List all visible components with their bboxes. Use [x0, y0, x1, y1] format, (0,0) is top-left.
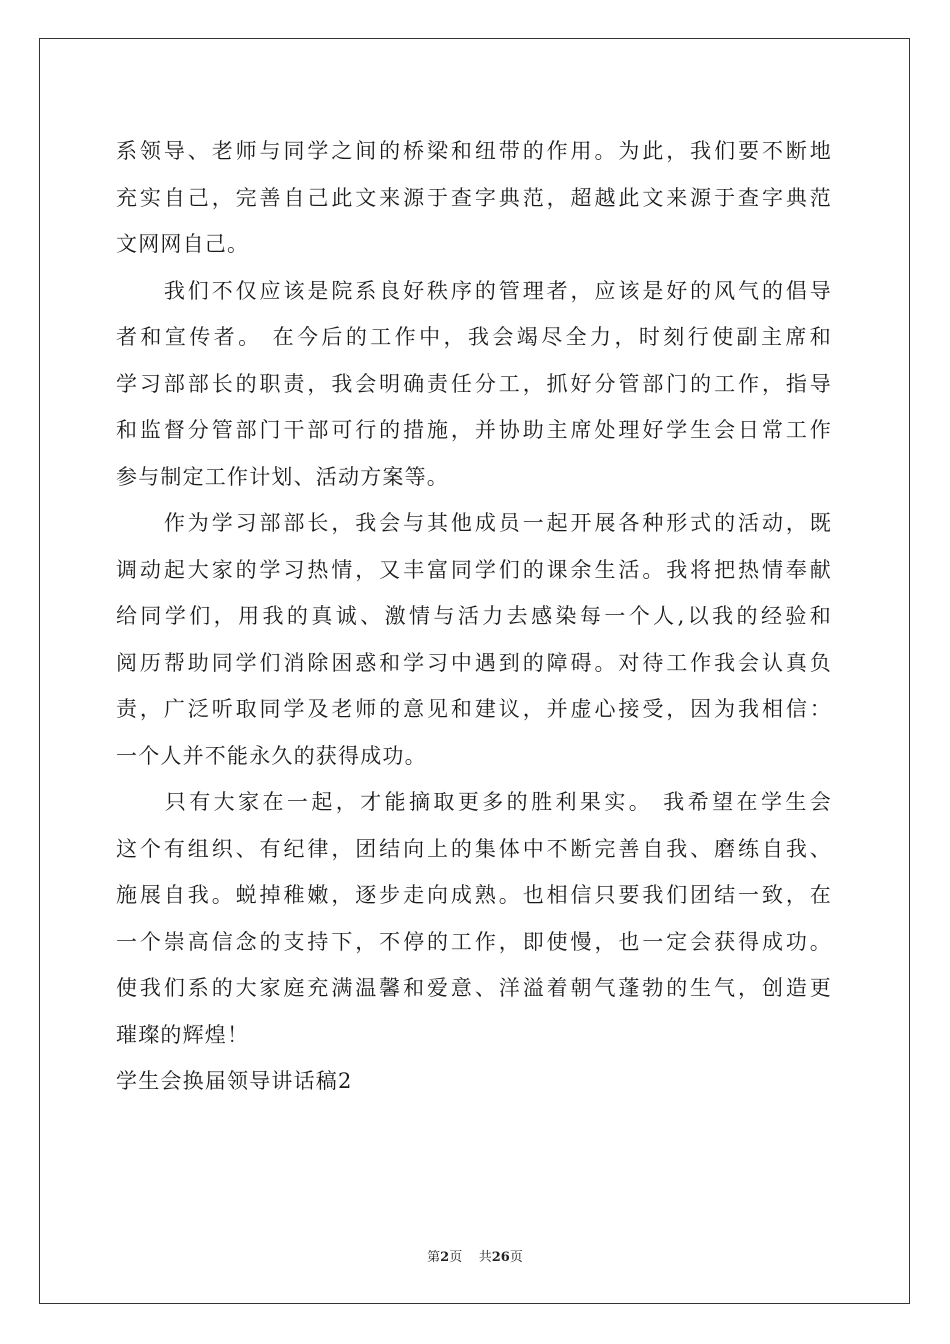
text-line: 我们不仅应该是院系良好秩序的管理者，应该是好的风气的倡导: [116, 278, 832, 303]
footer-total-prefix: 共: [478, 1250, 492, 1265]
text-line: 阅历帮助同学们消除困惑和学习中遇到的障碍。对待工作我会认真负: [116, 650, 832, 675]
text-line: 给同学们，用我的真诚、激情与活力去感染每一个人,以我的经验和: [116, 604, 832, 628]
text-line: 一个人并不能永久的获得成功。: [116, 743, 427, 768]
text-line: 学生会换届领导讲话稿2: [116, 1069, 353, 1093]
text-line: 参与制定工作计划、活动方案等。: [116, 464, 449, 489]
text-line: 调动起大家的学习热情，又丰富同学们的课余生活。我将把热情奉献: [116, 557, 832, 582]
footer-prefix: 第: [427, 1250, 441, 1265]
footer-page-suffix: 页: [449, 1250, 463, 1265]
text-line: 文网网自己。: [116, 232, 250, 256]
footer-page-number: 2: [440, 1250, 450, 1265]
text-line: 使我们系的大家庭充满温馨和爱意、洋溢着朝气蓬勃的生气，创造更: [116, 976, 832, 1000]
text-line: 作为学习部部长，我会与其他成员一起开展各种形式的活动，既: [116, 511, 832, 535]
text-line: 充实自己，完善自己此文来源于查字典范，超越此文来源于查字典范: [116, 185, 832, 210]
text-line: 璀璨的辉煌！: [116, 1022, 250, 1047]
text-line: 施展自我。蜕掉稚嫩，逐步走向成熟。也相信只要我们团结一致，在: [116, 883, 832, 907]
text-line: 系领导、老师与同学之间的桥梁和纽带的作用。为此，我们要不断地: [116, 139, 832, 163]
text-line: 这个有组织、有纪律，团结向上的集体中不断完善自我、磨练自我、: [116, 836, 832, 861]
document-body: [116, 128, 832, 1105]
footer-total-pages: 26: [491, 1250, 510, 1265]
footer-total-suffix: 页: [509, 1250, 523, 1265]
page-footer: [0, 1246, 950, 1265]
text-line: 者和宣传者。 在今后的工作中，我会竭尽全力，时刻行使副主席和: [116, 325, 832, 349]
text-line: 只有大家在一起，才能摘取更多的胜利果实。 我希望在学生会: [116, 790, 832, 814]
text-line: 学习部部长的职责，我会明确责任分工，抓好分管部门的工作，指导: [116, 371, 832, 396]
text-line: 一个崇高信念的支持下，不停的工作，即使慢，也一定会获得成功。: [116, 929, 832, 954]
text-line: 责，广泛听取同学及老师的意见和建议，并虚心接受，因为我相信：: [116, 697, 832, 721]
text-line: 和监督分管部门干部可行的措施，并协助主席处理好学生会日常工作: [116, 418, 832, 442]
